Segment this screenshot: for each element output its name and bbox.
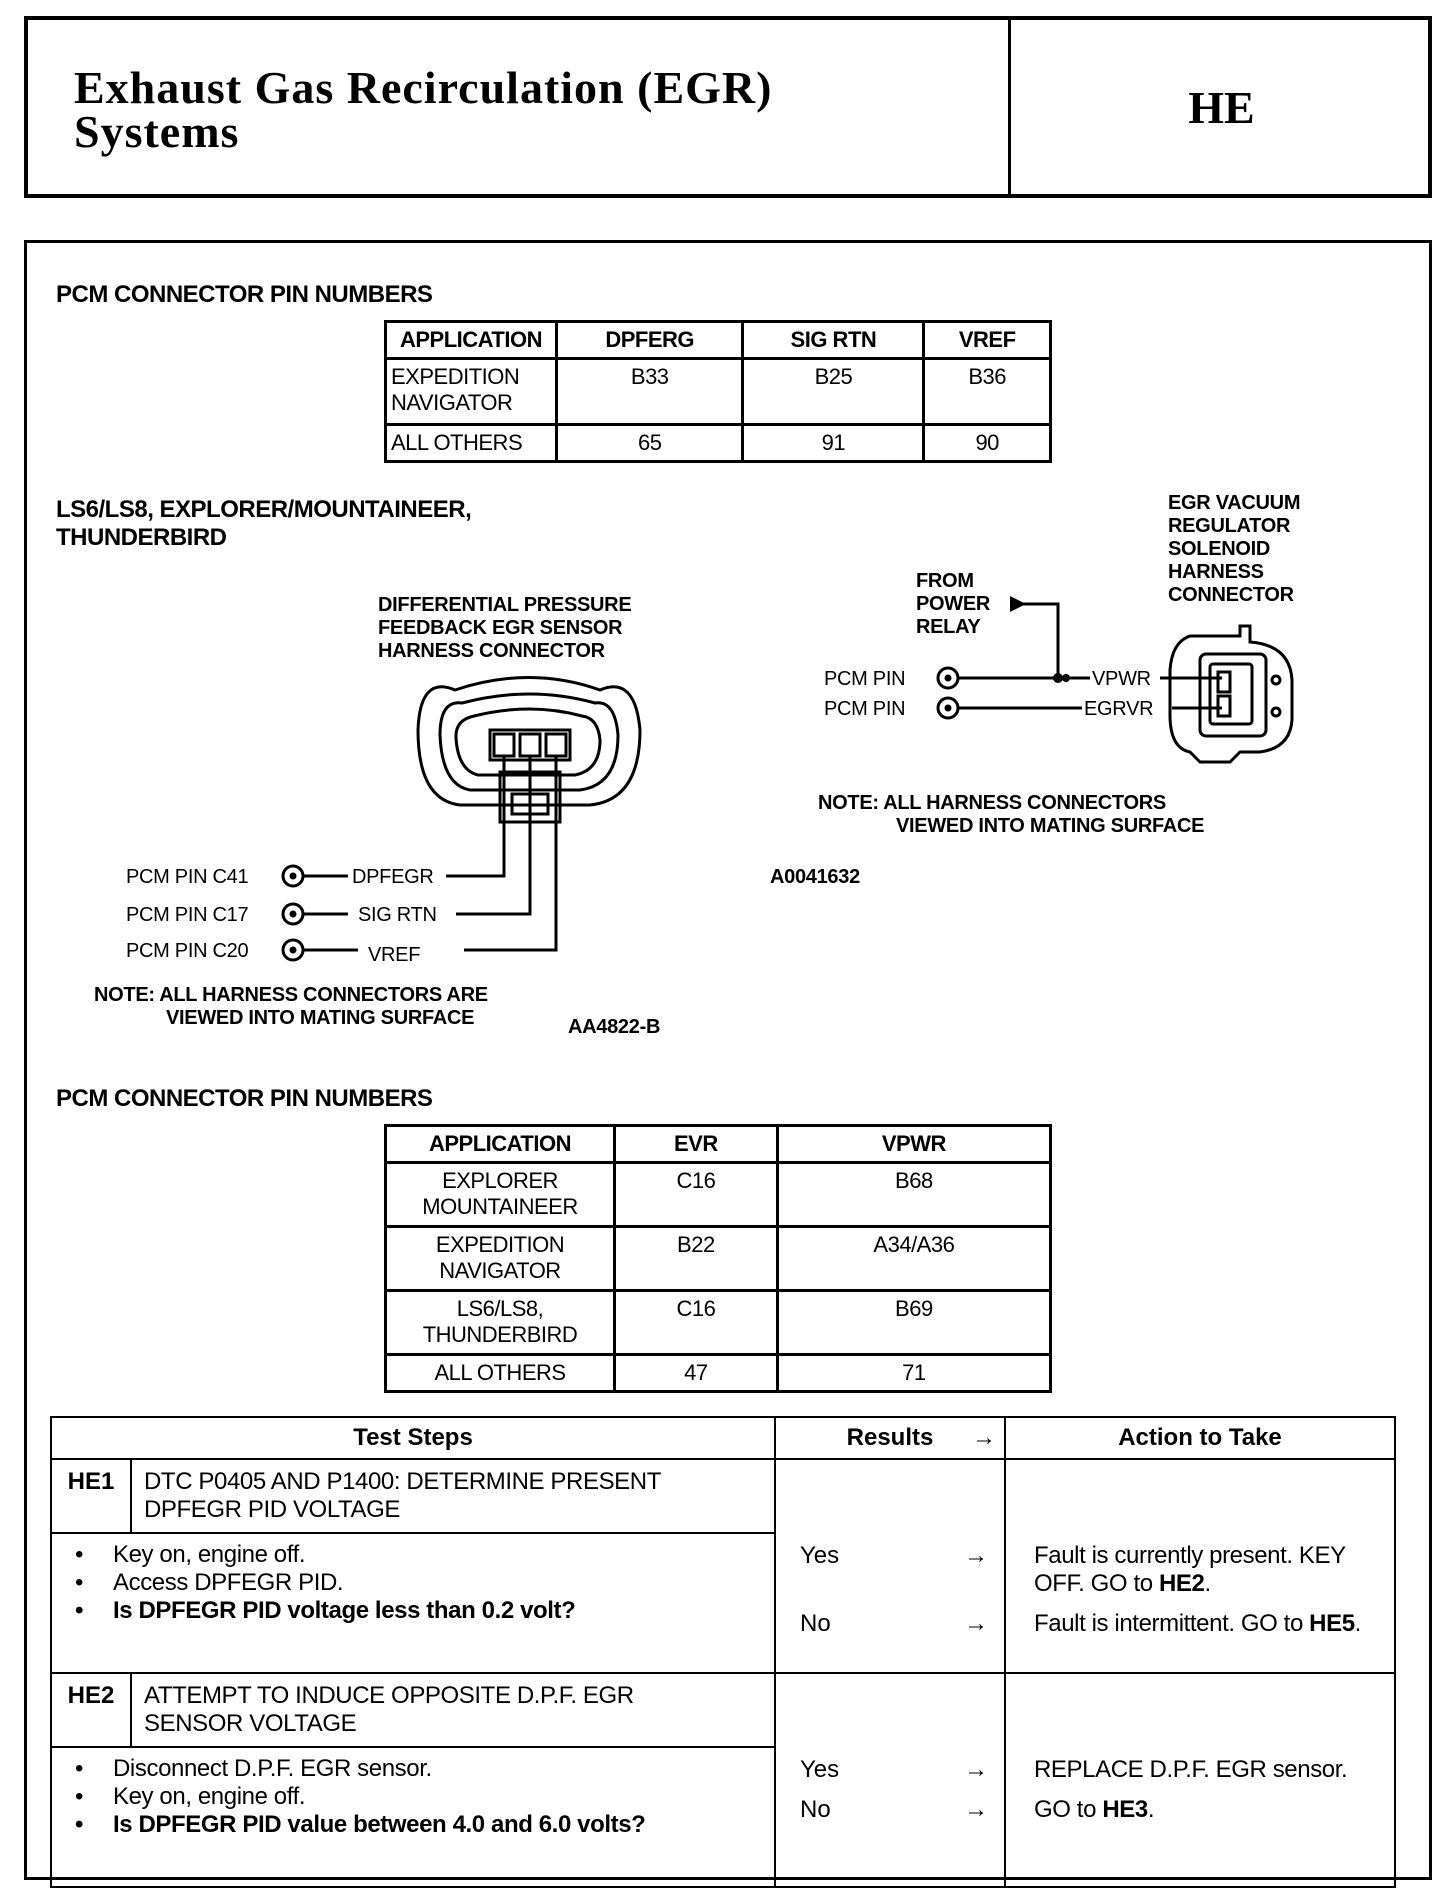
step-actions [1005,1459,1395,1673]
step-id: HE1 [51,1459,131,1533]
pcm-pin-label: PCM PIN [824,698,906,720]
step-question: • Is DPFEGR PID value between 4.0 and 6.0 volts? [113,1811,765,1839]
column-header: APPLICATION [386,1126,615,1163]
result-no: No [800,1610,831,1637]
figure-code: AA4822-B [568,1016,661,1038]
column-header: SIG RTN [743,322,924,359]
signal-label: EGRVR [1084,698,1154,720]
pcm-pin-label: PCM PIN C20 [126,940,249,962]
pcm-pin-label: PCM PIN [824,668,906,690]
signal-label: VREF [368,944,421,966]
step-question: • Is DPFEGR PID voltage less than 0.2 volt? [113,1597,765,1625]
pin-cell: C16 [615,1163,778,1227]
application-cell: ALL OTHERS [386,425,557,462]
result-yes: Yes [800,1542,840,1569]
column-header: EVR [615,1126,778,1163]
application-cell: EXPEDITION NAVIGATOR [386,359,557,425]
pin-cell: 65 [557,425,743,462]
table-row [386,1355,1051,1392]
signal-label: VPWR [1092,668,1151,690]
pin-socket [546,734,566,756]
pin-socket [520,734,540,756]
dpf-connector-label: DIFFERENTIAL PRESSURE FEEDBACK EGR SENSOR HARNESS CONNECTOR [378,594,632,662]
title-line-2: Systems [74,106,240,157]
test-step-he2 [51,1673,1395,1747]
pin-table-2-title: PCM CONNECTOR PIN NUMBERS [56,1085,433,1112]
arrow-icon: → [964,1542,988,1569]
pin-socket [494,734,514,756]
column-header: VREF [924,322,1051,359]
action-yes: Fault is currently present. KEY OFF. GO to HE2. [1034,1542,1346,1597]
test-steps-table [50,1416,1396,1888]
list-item: • Disconnect D.P.F. EGR sensor. [113,1755,765,1783]
pin-cell: 90 [924,425,1051,462]
signal-label: SIG RTN [358,904,437,926]
signal-label: DPFEGR [352,866,434,888]
pin-table-1-title: PCM CONNECTOR PIN NUMBERS [56,281,433,308]
result-yes: Yes [800,1756,840,1783]
list-item: • Access DPFEGR PID. [113,1569,765,1597]
title-line-1: Exhaust Gas Recirculation (EGR) [74,62,773,113]
test-step-he1 [51,1459,1395,1533]
left-note: NOTE: ALL HARNESS CONNECTORS ARE VIEWED INTO MATING SURFACE [94,984,488,1029]
application-cell: EXPLORER MOUNTAINEER [386,1163,615,1227]
table-row [386,1163,1051,1227]
pin-cell: B68 [777,1163,1050,1227]
figure-code: A0041632 [770,866,860,888]
pin-cell: B69 [777,1291,1050,1355]
application-cell: LS6/LS8, THUNDERBIRD [386,1291,615,1355]
pin-table-2 [384,1124,1052,1393]
step-instructions [51,1533,775,1673]
evr-connector-label: EGR VACUUM REGULATOR SOLENOID HARNESS CONNECTOR [1168,492,1301,606]
result-no: No [800,1796,831,1823]
pin-cell: B36 [924,359,1051,425]
pin-cell: A34/A36 [777,1227,1050,1291]
action-no: GO to HE3. [1034,1796,1155,1823]
table-row [386,1291,1051,1355]
step-instructions [51,1747,775,1887]
arrow-icon: → [964,1756,988,1783]
column-header-action: Action to Take [1005,1417,1395,1459]
pin-cell: B22 [615,1227,778,1291]
step-id: HE2 [51,1673,131,1747]
vehicle-list: LS6/LS8, EXPLORER/MOUNTAINEER, THUNDERBIRD [56,496,472,551]
list-item: • Key on, engine off. [113,1783,765,1811]
pcm-pin-label: PCM PIN C41 [126,866,249,888]
pcm-pin-label: PCM PIN C17 [126,904,249,926]
column-header: DPFERG [557,322,743,359]
step-actions [1005,1673,1395,1887]
column-header-test-steps: Test Steps [51,1417,775,1459]
column-header-results: Results → [775,1417,1005,1459]
arrow-icon: → [972,1424,996,1451]
column-header: VPWR [777,1126,1050,1163]
step-title: ATTEMPT TO INDUCE OPPOSITE D.P.F. EGR SENSOR VOLTAGE [131,1673,775,1747]
pin-cell: 47 [615,1355,778,1392]
table-row [386,1227,1051,1291]
pin-cell: C16 [615,1291,778,1355]
step-results [775,1673,1005,1887]
action-no: Fault is intermittent. GO to HE5. [1034,1610,1361,1637]
pin-cell: 71 [777,1355,1050,1392]
arrow-icon: → [964,1610,988,1637]
step-results [775,1459,1005,1673]
pin-cell: B33 [557,359,743,425]
pin-cell: B25 [743,359,924,425]
step-title: DTC P0405 AND P1400: DETERMINE PRESENT DPFEGR PID VOLTAGE [131,1459,775,1533]
list-item: • Key on, engine off. [113,1541,765,1569]
from-power-relay-label: FROM POWER RELAY [916,570,991,638]
arrow-icon: → [964,1796,988,1823]
right-note: NOTE: ALL HARNESS CONNECTORS VIEWED INTO MATING SURFACE [818,792,1205,837]
evr-connector-shell [1170,626,1292,762]
pin-cell: 91 [743,425,924,462]
action-yes: REPLACE D.P.F. EGR sensor. [1034,1756,1348,1783]
section-code: HE [1188,81,1255,133]
application-cell: EXPEDITION NAVIGATOR [386,1227,615,1291]
application-cell: ALL OTHERS [386,1355,615,1392]
column-header: APPLICATION [386,322,557,359]
